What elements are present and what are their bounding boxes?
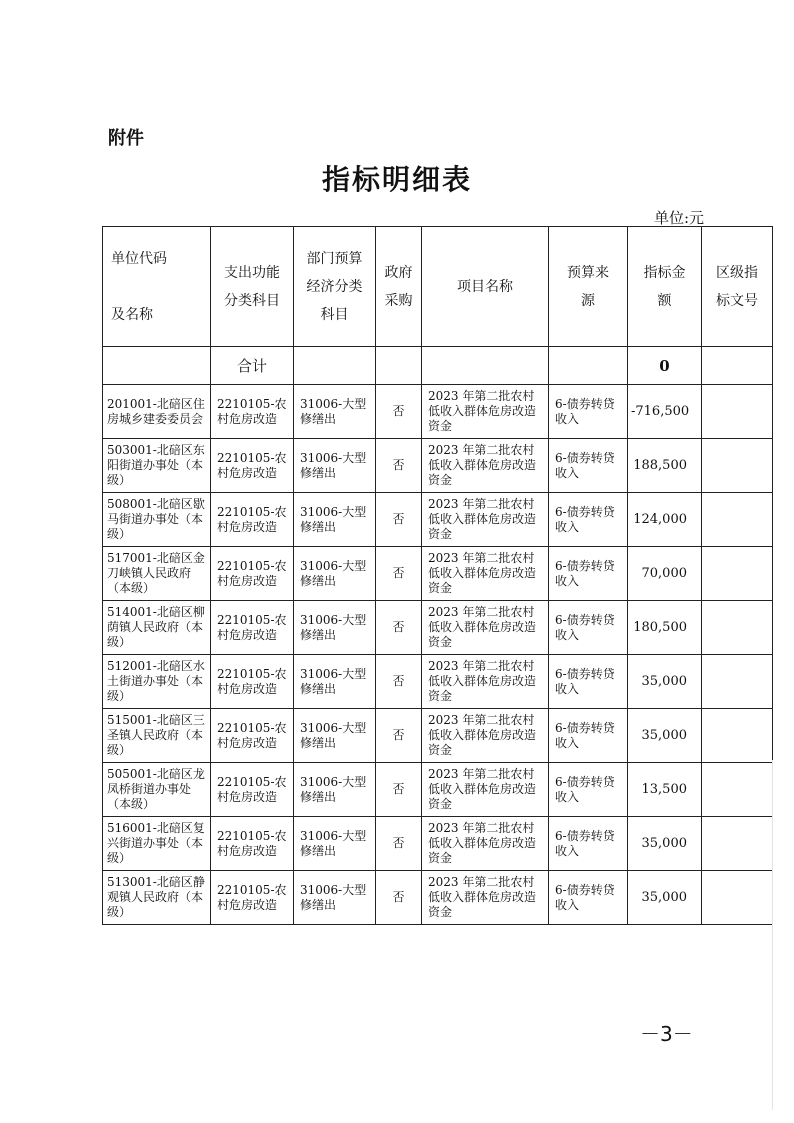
- cell-economic-category: 31006-大型修缮出: [294, 547, 376, 601]
- cell-project-name: 2023 年第二批农村低收入群体危房改造资金: [422, 817, 549, 871]
- scan-edge-line: [772, 760, 773, 1110]
- cell-unit-code: 516001-北碚区复兴街道办事处（本级）: [103, 817, 211, 871]
- cell-indicator-amount: 188,500: [628, 439, 702, 493]
- cell-gov-procurement: 否: [376, 601, 422, 655]
- total-label: 合计: [211, 347, 294, 385]
- header-economic-category: [294, 227, 376, 347]
- table-row: [103, 709, 773, 763]
- cell-unit-code: 201001-北碚区住房城乡建委委员会: [103, 385, 211, 439]
- indicator-detail-table: [102, 226, 773, 925]
- cell-budget-source: 6-债券转贷收入: [549, 709, 628, 763]
- cell-economic-category: 31006-大型修缮出: [294, 763, 376, 817]
- cell-district-doc-number: [702, 601, 773, 655]
- cell-project-name: 2023 年第二批农村低收入群体危房改造资金: [422, 439, 549, 493]
- header-text: 额: [657, 292, 672, 309]
- cell-project-name: 2023 年第二批农村低收入群体危房改造资金: [422, 709, 549, 763]
- header-row: [103, 227, 773, 347]
- cell-budget-source: 6-债券转贷收入: [549, 493, 628, 547]
- header-text: 经济分类: [306, 278, 363, 295]
- cell-unit-code: 514001-北碚区柳荫镇人民政府（本级）: [103, 601, 211, 655]
- cell-district-doc-number: [702, 763, 773, 817]
- total-empty-cell: [376, 347, 422, 385]
- header-text: 部门预算: [306, 250, 363, 267]
- unit-label: 单位:元: [653, 209, 704, 227]
- cell-gov-procurement: 否: [376, 493, 422, 547]
- cell-indicator-amount: -716,500: [628, 385, 702, 439]
- page-number: －3－: [640, 1022, 693, 1046]
- cell-indicator-amount: 35,000: [628, 871, 702, 925]
- cell-gov-procurement: 否: [376, 385, 422, 439]
- cell-district-doc-number: [702, 385, 773, 439]
- table-row: [103, 871, 773, 925]
- cell-indicator-amount: 180,500: [628, 601, 702, 655]
- cell-unit-code: 508001-北碚区歇马街道办事处（本级）: [103, 493, 211, 547]
- cell-district-doc-number: [702, 547, 773, 601]
- cell-project-name: 2023 年第二批农村低收入群体危房改造资金: [422, 547, 549, 601]
- cell-economic-category: 31006-大型修缮出: [294, 655, 376, 709]
- cell-project-name: 2023 年第二批农村低收入群体危房改造资金: [422, 871, 549, 925]
- cell-project-name: 2023 年第二批农村低收入群体危房改造资金: [422, 601, 549, 655]
- cell-economic-category: 31006-大型修缮出: [294, 709, 376, 763]
- cell-budget-source: 6-债券转贷收入: [549, 817, 628, 871]
- header-text: 预算来: [567, 264, 609, 281]
- cell-district-doc-number: [702, 493, 773, 547]
- cell-function-category: 2210105-农村危房改造: [211, 709, 294, 763]
- table-row: [103, 493, 773, 547]
- cell-function-category: 2210105-农村危房改造: [211, 763, 294, 817]
- header-text: 及名称: [111, 306, 153, 323]
- attachment-label: 附件: [108, 128, 144, 149]
- cell-district-doc-number: [702, 709, 773, 763]
- header-district-doc-number: [702, 227, 773, 347]
- header-text: 科目: [320, 306, 349, 323]
- cell-budget-source: 6-债券转贷收入: [549, 547, 628, 601]
- cell-indicator-amount: 35,000: [628, 709, 702, 763]
- cell-indicator-amount: 124,000: [628, 493, 702, 547]
- header-text: 单位代码: [111, 250, 167, 267]
- cell-indicator-amount: 70,000: [628, 547, 702, 601]
- header-text: 区级指: [716, 264, 758, 281]
- cell-function-category: 2210105-农村危房改造: [211, 439, 294, 493]
- cell-economic-category: 31006-大型修缮出: [294, 817, 376, 871]
- cell-economic-category: 31006-大型修缮出: [294, 439, 376, 493]
- page-title: 指标明细表: [321, 163, 472, 196]
- cell-gov-procurement: 否: [376, 547, 422, 601]
- cell-economic-category: 31006-大型修缮出: [294, 385, 376, 439]
- header-text: 指标金: [643, 264, 686, 281]
- cell-district-doc-number: [702, 439, 773, 493]
- cell-indicator-amount: 35,000: [628, 817, 702, 871]
- cell-economic-category: 31006-大型修缮出: [294, 871, 376, 925]
- header-text: 项目名称: [457, 278, 513, 295]
- cell-indicator-amount: 13,500: [628, 763, 702, 817]
- cell-unit-code: 505001-北碚区龙凤桥街道办事处（本级）: [103, 763, 211, 817]
- cell-function-category: 2210105-农村危房改造: [211, 601, 294, 655]
- cell-function-category: 2210105-农村危房改造: [211, 493, 294, 547]
- cell-economic-category: 31006-大型修缮出: [294, 601, 376, 655]
- header-unit-code: [103, 227, 211, 347]
- cell-gov-procurement: 否: [376, 763, 422, 817]
- cell-budget-source: 6-债券转贷收入: [549, 439, 628, 493]
- cell-function-category: 2210105-农村危房改造: [211, 547, 294, 601]
- cell-gov-procurement: 否: [376, 709, 422, 763]
- cell-unit-code: 512001-北碚区水土街道办事处（本级）: [103, 655, 211, 709]
- total-empty-cell: [549, 347, 628, 385]
- total-empty-cell: [103, 347, 211, 385]
- cell-district-doc-number: [702, 871, 773, 925]
- header-text: 源: [581, 292, 595, 309]
- cell-gov-procurement: 否: [376, 871, 422, 925]
- header-text: 标文号: [716, 292, 758, 309]
- cell-function-category: 2210105-农村危房改造: [211, 385, 294, 439]
- cell-budget-source: 6-债券转贷收入: [549, 871, 628, 925]
- cell-unit-code: 517001-北碚区金刀峡镇人民政府（本级）: [103, 547, 211, 601]
- cell-district-doc-number: [702, 655, 773, 709]
- header-text: 政府: [384, 264, 413, 281]
- cell-function-category: 2210105-农村危房改造: [211, 655, 294, 709]
- cell-gov-procurement: 否: [376, 655, 422, 709]
- total-empty-cell: [702, 347, 773, 385]
- table-row: [103, 547, 773, 601]
- table-row: [103, 601, 773, 655]
- cell-project-name: 2023 年第二批农村低收入群体危房改造资金: [422, 763, 549, 817]
- cell-project-name: 2023 年第二批农村低收入群体危房改造资金: [422, 385, 549, 439]
- cell-budget-source: 6-债券转贷收入: [549, 385, 628, 439]
- header-indicator-amount: [628, 227, 702, 347]
- table-row: [103, 817, 773, 871]
- header-text: 采购: [384, 292, 413, 309]
- header-budget-source: [549, 227, 628, 347]
- cell-project-name: 2023 年第二批农村低收入群体危房改造资金: [422, 493, 549, 547]
- header-text: 支出功能: [224, 264, 280, 281]
- cell-unit-code: 503001-北碚区东阳街道办事处（本级）: [103, 439, 211, 493]
- cell-economic-category: 31006-大型修缮出: [294, 493, 376, 547]
- header-project-name: [422, 227, 549, 347]
- cell-unit-code: 515001-北碚区三圣镇人民政府（本级）: [103, 709, 211, 763]
- table-row: [103, 763, 773, 817]
- header-function-category: [211, 227, 294, 347]
- header-text: 分类科目: [224, 292, 280, 309]
- total-row: [103, 347, 773, 385]
- cell-project-name: 2023 年第二批农村低收入群体危房改造资金: [422, 655, 549, 709]
- cell-district-doc-number: [702, 817, 773, 871]
- cell-gov-procurement: 否: [376, 817, 422, 871]
- cell-indicator-amount: 35,000: [628, 655, 702, 709]
- cell-gov-procurement: 否: [376, 439, 422, 493]
- cell-function-category: 2210105-农村危房改造: [211, 871, 294, 925]
- cell-budget-source: 6-债券转贷收入: [549, 763, 628, 817]
- table-row: [103, 385, 773, 439]
- cell-budget-source: 6-债券转贷收入: [549, 655, 628, 709]
- cell-unit-code: 513001-北碚区静观镇人民政府（本级）: [103, 871, 211, 925]
- table-row: [103, 439, 773, 493]
- table-row: [103, 655, 773, 709]
- header-gov-procurement: [376, 227, 422, 347]
- total-amount: 0: [628, 347, 702, 385]
- total-empty-cell: [422, 347, 549, 385]
- total-empty-cell: [294, 347, 376, 385]
- cell-function-category: 2210105-农村危房改造: [211, 817, 294, 871]
- cell-budget-source: 6-债券转贷收入: [549, 601, 628, 655]
